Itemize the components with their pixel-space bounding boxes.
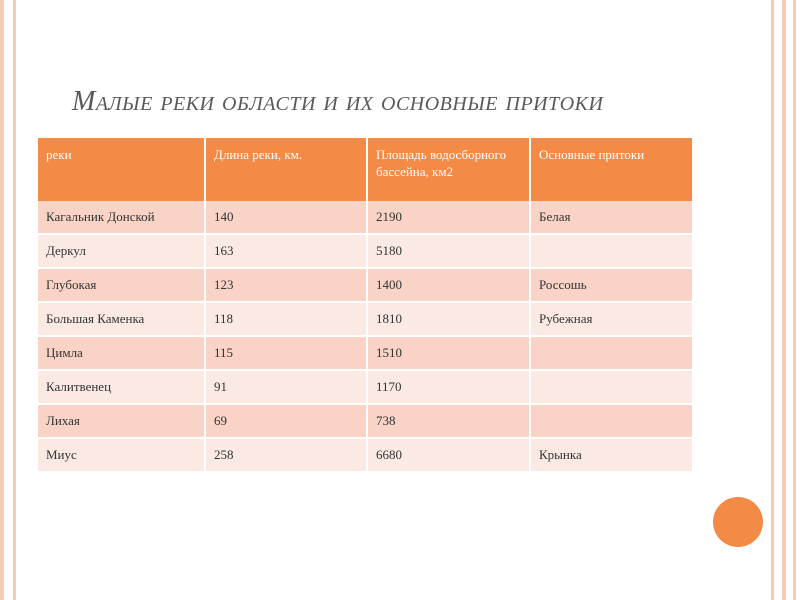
cell-length: 163 <box>205 234 367 268</box>
cell-length: 91 <box>205 370 367 404</box>
cell-length: 123 <box>205 268 367 302</box>
cell-river: Глубокая <box>38 268 205 302</box>
cell-basin-area: 1170 <box>367 370 530 404</box>
cell-river: Калитвенец <box>38 370 205 404</box>
slide-title: Малые реки области и их основные притоки <box>72 86 604 117</box>
cell-basin-area: 1810 <box>367 302 530 336</box>
cell-river: Миус <box>38 438 205 472</box>
decorative-stripe-right-middle <box>782 0 786 600</box>
table-row <box>38 404 693 438</box>
table-row <box>38 234 693 268</box>
cell-basin-area: 6680 <box>367 438 530 472</box>
cell-river: Большая Каменка <box>38 302 205 336</box>
cell-tributaries: Рубежная <box>530 302 693 336</box>
cell-tributaries <box>530 336 693 370</box>
table-row <box>38 268 693 302</box>
decorative-stripe-left-outer <box>0 0 4 600</box>
cell-tributaries: Крынка <box>530 438 693 472</box>
cell-length: 258 <box>205 438 367 472</box>
table-row <box>38 336 693 370</box>
header-length: Длина реки, км. <box>205 138 367 201</box>
cell-length: 118 <box>205 302 367 336</box>
rivers-table <box>38 138 694 473</box>
cell-basin-area: 2190 <box>367 201 530 234</box>
cell-length: 140 <box>205 201 367 234</box>
cell-length: 69 <box>205 404 367 438</box>
cell-river: Цимла <box>38 336 205 370</box>
cell-basin-area: 5180 <box>367 234 530 268</box>
decorative-circle <box>713 497 763 547</box>
cell-tributaries <box>530 234 693 268</box>
cell-basin-area: 1400 <box>367 268 530 302</box>
cell-tributaries <box>530 370 693 404</box>
table-header-row <box>38 138 693 201</box>
decorative-stripe-left-inner <box>13 0 16 600</box>
cell-length: 115 <box>205 336 367 370</box>
header-basin-area: Площадь водосборного бассейна, км2 <box>367 138 530 201</box>
cell-tributaries: Белая <box>530 201 693 234</box>
header-river: реки <box>38 138 205 201</box>
decorative-stripe-right-inner <box>771 0 774 600</box>
table-row <box>38 302 693 336</box>
cell-basin-area: 1510 <box>367 336 530 370</box>
table-row <box>38 370 693 404</box>
header-tributaries: Основные притоки <box>530 138 693 201</box>
cell-tributaries <box>530 404 693 438</box>
cell-river: Деркул <box>38 234 205 268</box>
decorative-stripe-right-outer <box>793 0 796 600</box>
table-row <box>38 438 693 472</box>
cell-tributaries: Россошь <box>530 268 693 302</box>
table-row <box>38 201 693 234</box>
cell-river: Лихая <box>38 404 205 438</box>
cell-basin-area: 738 <box>367 404 530 438</box>
cell-river: Кагальник Донской <box>38 201 205 234</box>
